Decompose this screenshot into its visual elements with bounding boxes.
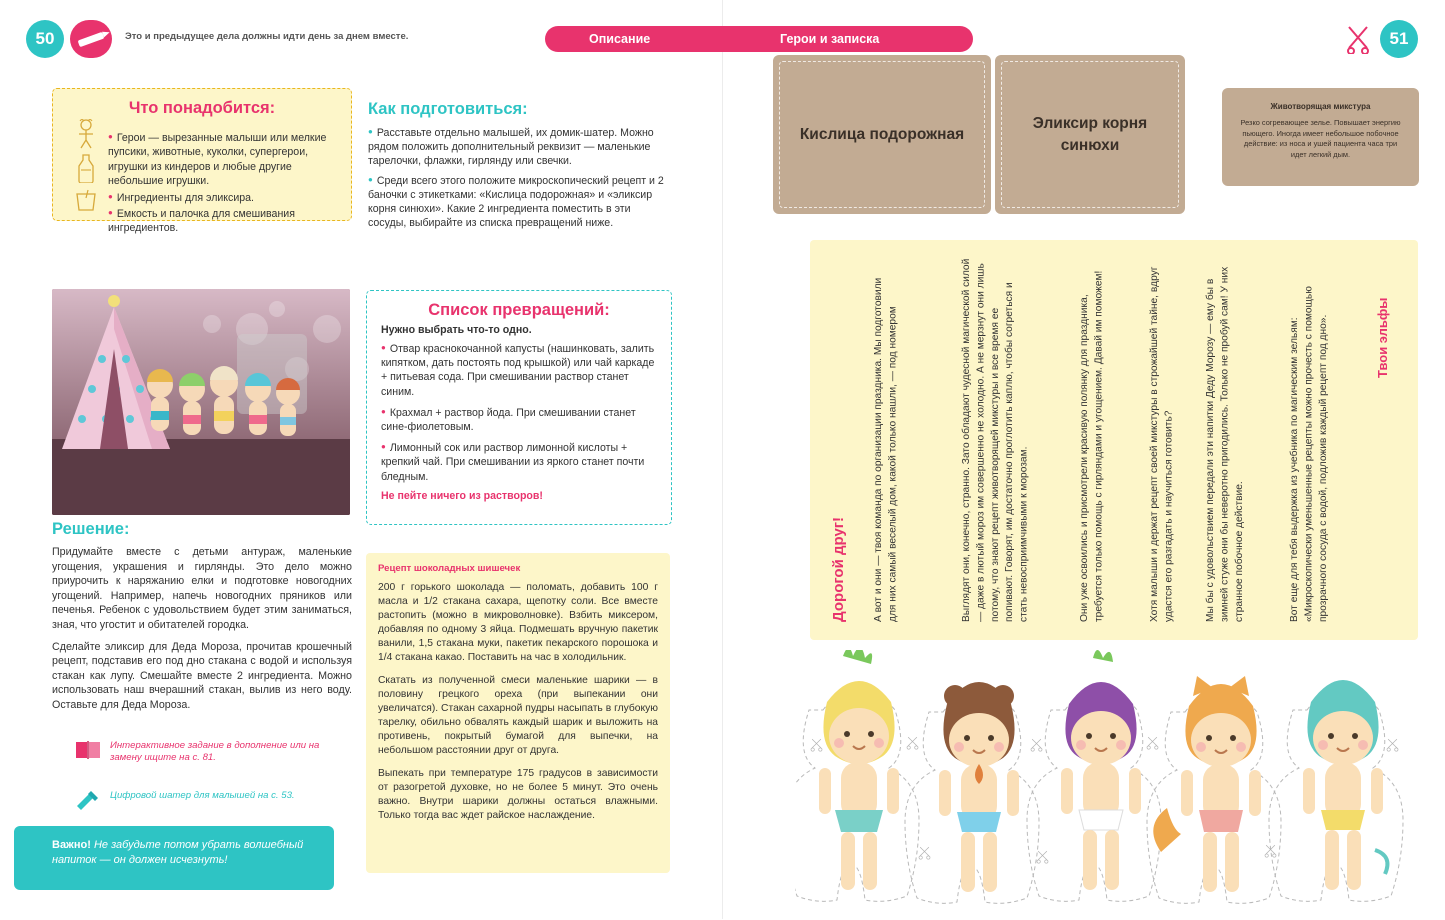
- header-label-heroes: Герои и записка: [780, 32, 880, 46]
- potion-card-body: Резко согревающее зелье. Повышает энергию пьющего. Иногда имеет небольшое побочное действие: из носа и ушей пациента часа три идет легкий дым.: [1240, 118, 1401, 159]
- transformation-item: ● Крахмал + раствор йода. При смешивании станет сине-фиолетовым.: [381, 405, 657, 434]
- book-icon: [74, 738, 102, 760]
- left-page: [0, 0, 722, 919]
- need-item: ● Ингредиенты для эликсира.: [108, 190, 340, 205]
- need-item: ● Емкость и палочка для смешивания ингредиентов.: [108, 206, 340, 236]
- what-you-need-title: Что понадобится:: [128, 99, 276, 117]
- letter-column-6: Вот еще для тебя выдержка из учебника по магическим зельям: «Микроскопически уменьшенные рецепты можно прочесть с помощью прозрачного сосуда с водой, подложив каждый рецепт под дно».: [1289, 286, 1329, 622]
- how-to-prepare-section: [368, 100, 668, 234]
- letter-greeting: Дорогой друг!: [830, 516, 847, 622]
- ingredient-card-2[interactable]: [995, 55, 1185, 214]
- letter-column-5: Мы бы с удовольствием передали эти напитки Деду Морозу — ему бы в зимней стуже они бы неверотно пригодились. Только не пробуй сам! У них странное побочное действие.: [1205, 266, 1245, 622]
- solution-paragraph: Придумайте вместе с детьми антураж, маленькие угощения, украшения и гирлянды. Это дело можно приурочить к наряжанию елки и подготовке новогодних угощений. Например, напечь новогодних пряников или печенья. Ребенок с удовольствием будет этим заниматься, зная, что угостит и обитателей городка.: [52, 546, 352, 631]
- letter-column-3: Они уже освоились и присмотрели красивую полянку для праздника, требуется только помощь с гирляндами и угощением. Давай им поможем!: [1079, 270, 1105, 622]
- section-header-bar: [545, 26, 973, 52]
- pencil-icon: [70, 20, 112, 58]
- need-item: ● Герои — вырезанные малыши или мелкие пупсики, животные, куколки, супергерои, игрушки из киндеров и любые другие небольшие игрушки.: [108, 130, 340, 189]
- chocolate-recipe-box: [366, 553, 670, 873]
- ingredient-card-label: Эликсир корня синюхи: [1032, 114, 1148, 154]
- page-number-left: 50: [26, 20, 64, 58]
- page-number-right: 51: [1380, 20, 1418, 58]
- solution-section: [52, 520, 352, 720]
- letter-column-2: Выглядят они, конечно, странно. Зато обладают чудесной магической силой — даже в лютый мороз им совершенно не холодно. А не мерзнут они лишь потому, что знают рецепт животворящей микстуры и все время ее попивают. Говорят, им достаточно проглотить каплю, чтобы согреться и стать невосприимчивыми к морозам.: [961, 258, 1030, 622]
- letter-column-1: А вот и они — твоя команда по организации праздника. Мы подготовили для них самый веселый дом, какой только нашли, — под номером: [873, 277, 899, 622]
- handwritten-note-1: [110, 740, 350, 764]
- bottle-icon: [72, 153, 100, 183]
- letter-column-4: Хотя малыши и держат рецепт своей микстуры в строжайшей тайне, вдруг удастся его разгадать и научиться готовить?: [1149, 266, 1175, 622]
- solution-title: Решение:: [52, 520, 130, 538]
- tools-icon: [74, 788, 102, 810]
- top-note: Это и предыдущее дела должны идти день за днем вместе.: [125, 31, 409, 42]
- elves-letter-block: [810, 240, 1418, 640]
- solution-paragraph: Сделайте эликсир для Деда Мороза, прочитав крошечный рецепт, подставив его под дно стакана с водой и используя стакан как лупу. Смешайте вместе 2 ингредиента. Можно использовать наш вчерашний стакан, вылив из него воду. Оставьте для Деда Мороза.: [52, 640, 352, 711]
- transformations-subtitle: Нужно выбрать что-то одно.: [381, 324, 532, 336]
- letter-signature: Твои эльфы: [1375, 297, 1390, 378]
- transformations-title: Список превращений:: [428, 301, 610, 319]
- prep-item: ● Среди всего этого положите микроскопический рецепт и 2 баночки с этикетками: «Кислица подорожная» и «эликсир корня синюхи». Какие 2 ингредиента поместить в эти сосуды, выбирайте из списка превращений ниже.: [368, 173, 668, 231]
- what-you-need-box: [52, 88, 352, 235]
- how-to-prepare-title: Как подготовиться:: [368, 100, 528, 118]
- prep-item: ● Расставьте отдельно малышей, их домик-шатер. Можно рядом положить дополнительный реквизит — маленькие тарелочки, флажки, гирлянду или свечки.: [368, 125, 668, 169]
- important-callout: [14, 826, 334, 890]
- recipe-paragraph: Скатать из полученной смеси маленькие шарики — в половину грецкого ореха (при выпекании они увеличатся). Стакан сахарной пудры насыпать в глубокую тарелку, обильно обвалять каждый шарик и выложить на противень, покрытый бумагой для выпечки, на небольшом расстоянии друг от друга.: [378, 675, 658, 756]
- transformations-warning: Не пейте ничего из растворов!: [381, 489, 543, 502]
- recipe-paragraph: 200 г горького шоколада — поломать, добавить 100 г масла и 1/2 стакана сахара, щепотку соли. Все вместе растопить (можно в микроволновке). Взбить миксером, добавляя по одному 3 яйца. Подмешать вручную пакетик ванили, 1,5 стакана муки, пакетик пекарского порошока и 1/4 стакана какао. Поставить на час в холодильник.: [378, 582, 658, 663]
- transformations-box: [366, 290, 672, 525]
- important-body: Не забудьте потом убрать волшебный напиток — он должен исчезнуть!: [52, 839, 304, 866]
- transformation-item: ● Отвар краснокочанной капусты (нашинковать, залить кипятком, дать постоять под крышкой) или чай каркаде + питьевая сода. При смешивании раствор станет синим.: [381, 341, 657, 399]
- potion-card-title: Животворящая микстура: [1270, 102, 1371, 111]
- photo-dolls-tent: [52, 289, 350, 515]
- potion-recipe-card[interactable]: [1222, 88, 1419, 186]
- ingredient-card-label: Кислица подорожная: [799, 125, 965, 143]
- handwritten-note-text: Цифровой шатер для малышей на с. 53.: [110, 790, 295, 801]
- need-icons: [67, 119, 107, 214]
- transformation-item: ● Лимонный сок или раствор лимонной кислоты + крепкий чай. При смешивании из яркого станет почти бледным.: [381, 440, 657, 484]
- doll-cutout: [819, 650, 899, 890]
- recipe-title: Рецепт шоколадных шишечек: [378, 563, 521, 574]
- handwritten-note-2: [110, 790, 350, 802]
- ingredient-card-1[interactable]: [773, 55, 991, 214]
- page-divider: [722, 0, 723, 919]
- scissors-icon: [1345, 24, 1373, 54]
- what-you-need-list: [108, 130, 340, 237]
- important-text: [52, 838, 322, 868]
- doll-icon: [73, 119, 99, 149]
- handwritten-note-text: Интерактивное задание в дополнение или на замену ищите на с. 81.: [110, 740, 320, 763]
- important-label: Важно!: [52, 839, 91, 851]
- cup-icon: [73, 189, 99, 213]
- doll-cutouts-row: [795, 650, 1415, 915]
- recipe-paragraph: Выпекать при температуре 175 градусов в зависимости от разогретой духовке, но не более 5 минут. Это очень важно. Внутри шарики должны остаться влажными. Только тогда вас ждет райское наслаждение.: [378, 768, 658, 821]
- header-label-description: Описание: [589, 32, 651, 46]
